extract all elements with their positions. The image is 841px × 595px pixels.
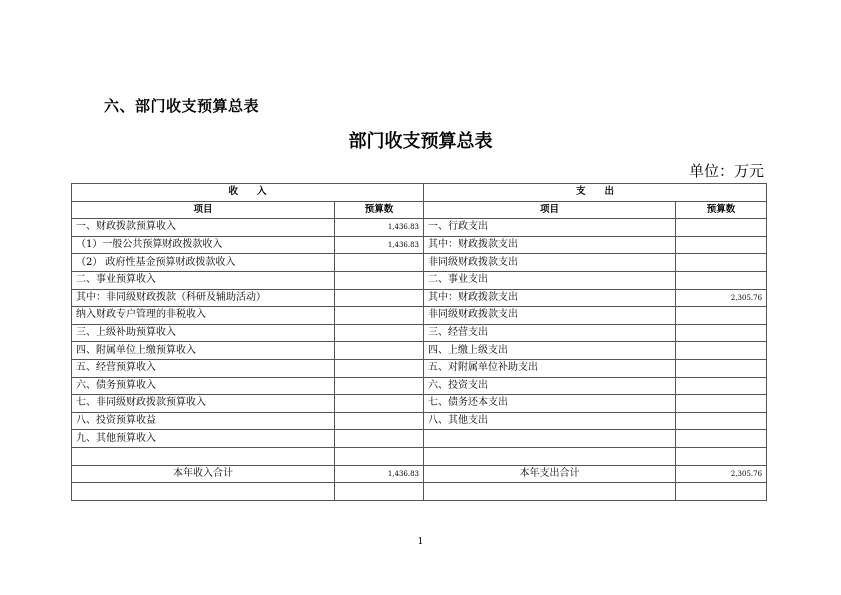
income-item: 八、投资预算收益 <box>72 412 335 430</box>
expense-total-label: 本年支出合计 <box>424 465 676 483</box>
section-heading: 六、部门收支预算总表 <box>104 97 260 115</box>
income-value <box>335 483 424 501</box>
expense-budget-header: 预算数 <box>676 201 767 219</box>
income-value <box>335 447 424 465</box>
expense-value <box>676 395 767 413</box>
table-row <box>72 447 767 465</box>
expense-value <box>676 483 767 501</box>
table-row <box>72 430 767 448</box>
table-row <box>72 377 767 395</box>
expense-item-header: 项目 <box>424 201 676 219</box>
expense-item: 一、行政支出 <box>424 219 676 237</box>
expense-total-value: 2,305.76 <box>676 465 767 483</box>
expense-value <box>676 324 767 342</box>
expense-value <box>676 342 767 360</box>
table-column-header-row <box>72 201 767 219</box>
table-row <box>72 395 767 413</box>
income-value <box>335 395 424 413</box>
income-item <box>72 447 335 465</box>
income-item: （1）一般公共预算财政拨款收入 <box>72 236 335 254</box>
income-value <box>335 412 424 430</box>
income-value <box>335 377 424 395</box>
expense-item: 非同级财政拨款支出 <box>424 307 676 325</box>
income-item: 四、附属单位上缴预算收入 <box>72 342 335 360</box>
income-item: （2） 政府性基金预算财政拨款收入 <box>72 254 335 272</box>
income-total-value: 1,436.83 <box>335 465 424 483</box>
income-item: 三、上级补助预算收入 <box>72 324 335 342</box>
income-value <box>335 359 424 377</box>
expense-value <box>676 377 767 395</box>
unit-label: 单位：万元 <box>688 162 764 180</box>
income-item: 五、经营预算收入 <box>72 359 335 377</box>
expense-value <box>676 307 767 325</box>
income-item: 七、非同级财政拨款预算收入 <box>72 395 335 413</box>
expense-item: 五、对附属单位补助支出 <box>424 359 676 377</box>
income-value <box>335 430 424 448</box>
table-row <box>72 412 767 430</box>
expense-item <box>424 483 676 501</box>
expense-value: 2,305.76 <box>676 289 767 307</box>
budget-summary-table <box>71 183 767 501</box>
income-header: 收 入 <box>72 184 424 202</box>
table-row <box>72 359 767 377</box>
income-value <box>335 271 424 289</box>
expense-value <box>676 219 767 237</box>
income-item: 九、其他预算收入 <box>72 430 335 448</box>
income-value <box>335 254 424 272</box>
expense-item: 三、经营支出 <box>424 324 676 342</box>
expense-item <box>424 447 676 465</box>
expense-value <box>676 447 767 465</box>
table-row <box>72 324 767 342</box>
expense-value <box>676 430 767 448</box>
table-row <box>72 342 767 360</box>
expense-header: 支 出 <box>424 184 767 202</box>
expense-item: 八、其他支出 <box>424 412 676 430</box>
income-item: 二、事业预算收入 <box>72 271 335 289</box>
expense-item: 七、债务还本支出 <box>424 395 676 413</box>
expense-value <box>676 254 767 272</box>
table-row <box>72 307 767 325</box>
expense-item: 四、上缴上级支出 <box>424 342 676 360</box>
expense-item: 其中：财政拨款支出 <box>424 236 676 254</box>
income-item <box>72 483 335 501</box>
income-value <box>335 307 424 325</box>
page-title: 部门收支预算总表 <box>348 131 493 152</box>
expense-item: 二、事业支出 <box>424 271 676 289</box>
expense-value <box>676 271 767 289</box>
table-row <box>72 254 767 272</box>
income-value <box>335 342 424 360</box>
expense-item: 其中：财政拨款支出 <box>424 289 676 307</box>
income-budget-header: 预算数 <box>335 201 424 219</box>
income-item: 纳入财政专户管理的非税收入 <box>72 307 335 325</box>
table-row <box>72 483 767 501</box>
income-item-header: 项目 <box>72 201 335 219</box>
income-item: 其中：非同级财政拨款（科研及辅助活动） <box>72 289 335 307</box>
expense-value <box>676 412 767 430</box>
income-item: 六、债务预算收入 <box>72 377 335 395</box>
expense-item: 非同级财政拨款支出 <box>424 254 676 272</box>
table-row <box>72 271 767 289</box>
table-group-header-row <box>72 184 767 202</box>
table-total-row <box>72 465 767 483</box>
table-row <box>72 236 767 254</box>
table-row <box>72 289 767 307</box>
expense-value <box>676 236 767 254</box>
income-value: 1,436.83 <box>335 219 424 237</box>
expense-item: 六、投资支出 <box>424 377 676 395</box>
income-total-label: 本年收入合计 <box>72 465 335 483</box>
expense-item <box>424 430 676 448</box>
expense-value <box>676 359 767 377</box>
income-value: 1,436.83 <box>335 236 424 254</box>
page-number: 1 <box>417 537 424 547</box>
income-item: 一、财政拨款预算收入 <box>72 219 335 237</box>
income-value <box>335 289 424 307</box>
income-value <box>335 324 424 342</box>
table-row <box>72 219 767 237</box>
